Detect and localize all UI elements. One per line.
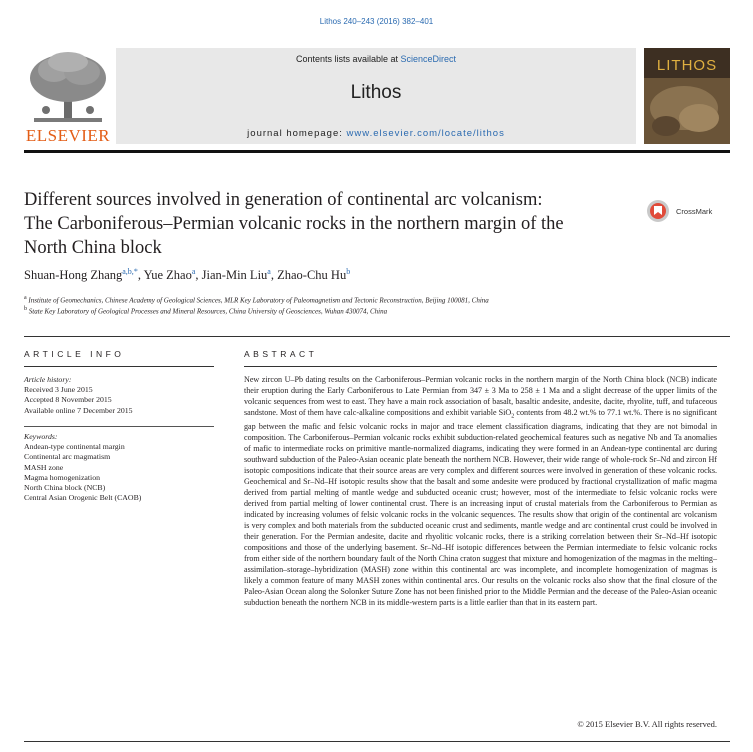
- history-item: Available online 7 December 2015: [24, 405, 133, 415]
- homepage-link[interactable]: www.elsevier.com/locate/lithos: [346, 128, 505, 139]
- keyword: Continental arc magmatism: [24, 452, 111, 462]
- abstract-paragraph: [244, 375, 717, 609]
- article-title: [24, 188, 624, 260]
- abstract-text-start: New zircon U–Pb dating results on the Carboniferous–Permian volcanic rocks in the northern margin of the North China block (NCB) indicate their eruption during the Early Carboniferous to Late Permian from 347 ± 3 Ma to 258 ± 1 Ma and a slight decrease of the upper limits of the volcanic sequences from west to east. They have a main rock association of basalt, basaltic andesite, andesite, dacite, rhyolite, tuff, and tufaceous sandstone. Most of them have calc-alkaline compositions and exhibit variable SiO: [244, 375, 717, 417]
- title-line: Different sources involved in generation of continental arc volcanism:: [24, 190, 543, 210]
- author-list: Shuan-Hong Zhang$^{a,b,*}$, Yue Zhao$^a$, Jian-Min Liu$^a$, Zhao-Chu Hu$^b$: [24, 267, 351, 283]
- keyword: MASH zone: [24, 462, 64, 472]
- affiliation-text: Institute of Geomechanics, Chinese Academy of Geological Sciences, MLR Key Laboratory of Paleomagnetism and Tectonic Reconstruction, Beijing 100081, China: [28, 296, 489, 305]
- affiliation-text: State Key Laboratory of Geological Processes and Mineral Resources, China University of Geosciences, Wuhan 430074, China: [28, 307, 388, 316]
- author-affil-mark[interactable]: a: [191, 267, 196, 276]
- keyword: North China block (NCB): [24, 483, 106, 493]
- journal-homepage-line: [116, 128, 636, 139]
- contents-line: [116, 54, 636, 64]
- crossmark-label: CrossMark: [676, 207, 713, 216]
- article-info-rule: [24, 366, 214, 367]
- keyword: Central Asian Orogenic Belt (CAOB): [24, 493, 142, 503]
- author-name[interactable]: Shuan-Hong Zhang: [24, 268, 123, 283]
- keyword: Magma homogenization: [24, 472, 101, 482]
- author-name[interactable]: Jian-Min Liu: [201, 268, 268, 283]
- section-divider: [24, 336, 730, 337]
- abstract-text-rest: contents from 48.2 wt.% to 77.1 wt.%. There is no significant gap between the mafic and felsic volcanic rocks in major and trace element classification diagrams, indicating that they are not bimodal in composition. The Carboniferous–Permian volcanic rocks exhibit subduction-related geochemical features such as negative Nb and Ta anomalies of mafic to intermediate rocks on primitive mantle-normalized diagrams, indicating they were formed in an Andean-type continental arc during southward subduction of the Paleo-Asian oceanic plate beneath the northern NCB. However, their wide range of whole-rock Sr–Nd and zircon Hf isotopic compositions indicate that their source areas are very complex and different sources were involved in generation of these volcanic rocks. Geochemical and Sr–Nd–Hf isotopic results show that the basalt and some andesite were produced by fractional crystallization of mafic magma derived from partial melting of mantle wedge and subducted oceanic crust; however, most of the intermediate to felsic volcanic rocks were derived from partial melting of lower continental crust. There is an increasing input of crustal materials from the Carboniferous to Permian as indicated by increasing volumes of felsic volcanic rocks in the volcanic sequences. The results show that origin of the continental arc volcanism is very complex and both materials from the subducted oceanic crust and sediments, mantle wedge and arc continental crust could be involved in their generation. For the Permian andesite, dacite and rhyolitic volcanic rocks, there is a striking correlation between their Sr–Nd–Hf isotopic compositions and those of the underlying basement. Sr–Nd–Hf isotopic differences between the Permian intermediate to felsic volcanic rocks from either side of the northern boundary fault of the North China craton suggest that mixture and homogenization of the magmas in the melting–assimilation–storage–hybridization (MASH) zone within this continental arc was incomplete, and incomplete homogenization of magmas is likely a common feature of many MASH zones within continental arcs. Our results on the volcanic rocks also show that the final closure of the Paleo-Asian Ocean along the Solonker Suture Zone has not been finished prior to the Middle Permian and the decease of the Paleo-Asian oceanic subduction beneath the northern NCB in its middle-western parts is a little earlier than that in its eastern part.: [244, 407, 717, 607]
- journal-cover-thumbnail[interactable]: [644, 48, 730, 144]
- homepage-prefix: journal homepage:: [247, 128, 347, 139]
- history-item: Accepted 8 November 2015: [24, 395, 112, 405]
- history-item: Received 3 June 2015: [24, 385, 93, 395]
- contents-prefix: Contents lists available at: [295, 54, 401, 64]
- corresponding-author-mark[interactable]: *: [133, 267, 138, 276]
- sciencedirect-link[interactable]: ScienceDirect: [400, 54, 457, 64]
- elsevier-wordmark: ELSEVIER: [25, 126, 111, 145]
- article-history: [24, 375, 214, 416]
- keyword: Andean-type continental margin: [24, 442, 125, 452]
- author-name[interactable]: Yue Zhao: [143, 268, 192, 283]
- title-line: North China block: [24, 238, 162, 258]
- affiliation-mark: b: [24, 306, 27, 312]
- history-label: Article history:: [24, 375, 72, 384]
- author-affil-mark[interactable]: a: [267, 267, 271, 276]
- abstract-rule: [244, 366, 717, 367]
- title-line: The Carboniferous–Permian volcanic rocks in the northern margin of the: [24, 214, 564, 234]
- abstract-heading: ABSTRACT: [244, 349, 318, 359]
- journal-citation[interactable]: Lithos 240–243 (2016) 382–401: [319, 17, 434, 26]
- journal-header: [24, 48, 730, 153]
- affiliation: [24, 306, 387, 315]
- author-affil-mark[interactable]: b: [346, 267, 351, 276]
- keywords: [24, 432, 214, 503]
- keywords-label: Keywords:: [24, 432, 58, 441]
- journal-banner: [116, 48, 636, 144]
- copyright-notice: © 2015 Elsevier B.V. All rights reserved.: [577, 719, 717, 729]
- affiliation: [24, 295, 489, 304]
- abstract-subscript: 2: [511, 413, 515, 420]
- bottom-divider: [24, 741, 730, 742]
- author-affil-mark[interactable]: a,b,: [122, 267, 134, 276]
- cover-title: LITHOS: [656, 57, 718, 74]
- elsevier-tree-icon: [24, 48, 112, 126]
- elsevier-logo[interactable]: [24, 48, 112, 144]
- crossmark-button[interactable]: [645, 199, 735, 223]
- abstract-body: [244, 375, 717, 609]
- journal-title: Lithos: [350, 82, 402, 103]
- info-divider: [24, 426, 214, 427]
- article-info-heading: ARTICLE INFO: [24, 349, 125, 359]
- crossmark-icon: [645, 199, 671, 223]
- affiliation-mark: a: [24, 295, 27, 301]
- author-name[interactable]: Zhao-Chu Hu: [277, 268, 347, 283]
